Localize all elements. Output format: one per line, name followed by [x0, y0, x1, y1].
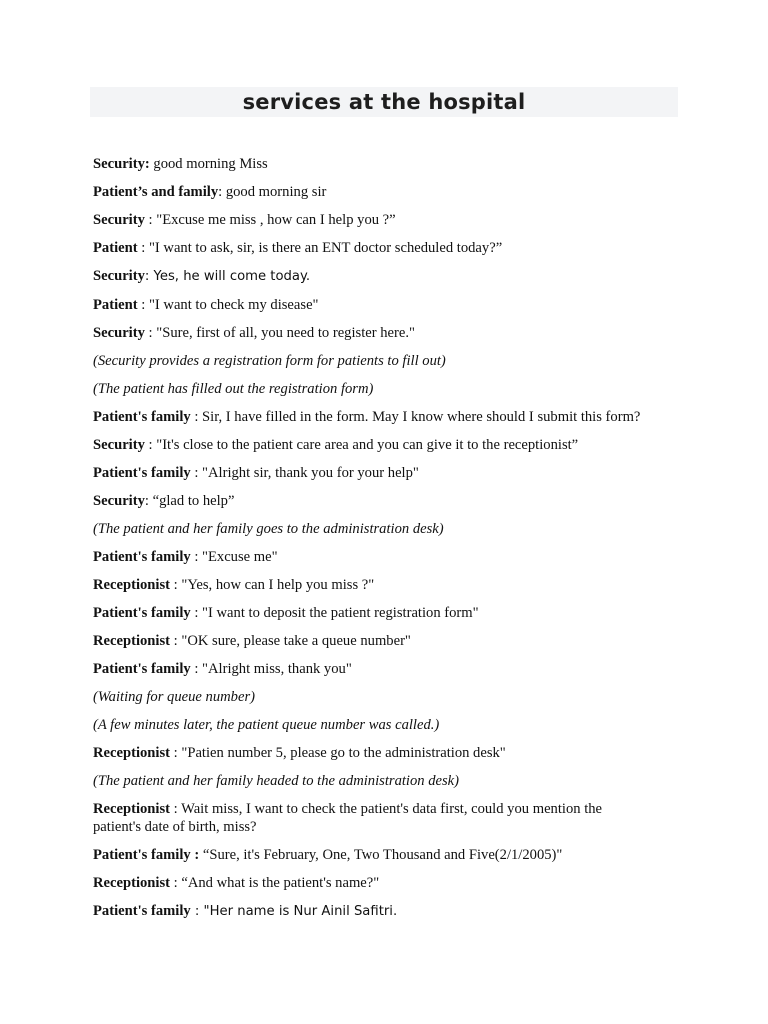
dialogue-line: [93, 464, 693, 482]
dialogue-line: [93, 183, 693, 201]
speaker-name: Receptionist: [93, 875, 171, 891]
speaker-name: Security:: [93, 156, 150, 172]
stage-direction: (The patient and her family headed to the administration desk): [93, 773, 460, 789]
speaker-name: Patient: [93, 297, 138, 313]
speaker-name: Receptionist: [93, 801, 171, 817]
line-text: : "I want to deposit the patient registration form": [190, 605, 479, 621]
speaker-name: Patient's family: [93, 409, 191, 425]
dialogue-line: [93, 744, 693, 762]
speaker-name: Patient's family: [93, 549, 191, 565]
dialogue-line: [93, 492, 693, 510]
speaker-name: Receptionist: [93, 745, 171, 761]
dialogue-line: [93, 324, 693, 342]
speaker-name: Patient's family: [93, 605, 191, 621]
line-text: : "I want to check my disease": [137, 297, 319, 313]
stage-direction: (The patient has filled out the registration form): [93, 381, 374, 397]
dialogue-line: [93, 800, 653, 836]
dialogue-line: [93, 604, 693, 622]
speaker-name: Patient's family: [93, 465, 191, 481]
line-text: : Sir, I have filled in the form. May I know where should I submit this form?: [190, 409, 641, 425]
dialogue-line: [93, 576, 693, 594]
line-text: : "Alright miss, thank you": [190, 661, 352, 677]
line-text: : "Patien number 5, please go to the administration desk": [170, 745, 506, 761]
line-text: : good morning sir: [218, 184, 327, 200]
speaker-name: Security: [93, 268, 145, 284]
stage-direction: (Waiting for queue number): [93, 689, 255, 705]
line-text: good morning Miss: [149, 156, 268, 172]
stage-direction: (Security provides a registration form for patients to fill out): [93, 353, 446, 369]
speaker-name: Patient’s and family: [93, 184, 219, 200]
dialogue-line: [93, 632, 693, 650]
speaker-name: Receptionist: [93, 577, 171, 593]
line-text: : "I want to ask, sir, is there an ENT doctor scheduled today?”: [137, 240, 503, 256]
line-text: : “glad to help”: [144, 493, 235, 509]
dialogue-line: [93, 267, 693, 286]
dialogue: [93, 155, 693, 931]
speaker-name: Security: [93, 493, 145, 509]
line-text: : "Sure, first of all, you need to register here.": [144, 325, 415, 341]
line-text: : "Yes, how can I help you miss ?": [170, 577, 375, 593]
title-bar: [90, 87, 678, 117]
dialogue-line: [93, 902, 693, 921]
document-title: services at the hospital: [242, 90, 526, 114]
dialogue-line: [93, 408, 693, 426]
speaker-name: Patient's family: [93, 661, 191, 677]
speaker-name: Receptionist: [93, 633, 171, 649]
line-text: : Wait miss, I want to check the patient's data first, could you mention the patient's date of birth, miss?: [93, 801, 603, 835]
line-text: : "Her name is Nur Ainil Safitri.: [190, 904, 398, 919]
line-text: : “And what is the patient's name?": [170, 875, 380, 891]
line-text: : Yes, he will come today.: [144, 269, 311, 284]
dialogue-line: [93, 874, 693, 892]
line-text: “Sure, it's February, One, Two Thousand and Five(2/1/2005)": [199, 847, 563, 863]
line-text: : "Alright sir, thank you for your help": [190, 465, 419, 481]
speaker-name: Security: [93, 437, 145, 453]
dialogue-line: [93, 296, 693, 314]
line-text: : "Excuse me miss , how can I help you ?”: [144, 212, 396, 228]
speaker-name: Security: [93, 325, 145, 341]
dialogue-line: [93, 239, 693, 257]
speaker-name: Patient: [93, 240, 138, 256]
dialogue-line: [93, 155, 693, 173]
dialogue-line: [93, 211, 693, 229]
speaker-name: Patient's family :: [93, 847, 200, 863]
line-text: : "OK sure, please take a queue number": [170, 633, 411, 649]
dialogue-line: [93, 548, 693, 566]
stage-direction: (A few minutes later, the patient queue number was called.): [93, 717, 440, 733]
speaker-name: Security: [93, 212, 145, 228]
stage-direction: (The patient and her family goes to the administration desk): [93, 521, 444, 537]
dialogue-line: [93, 436, 693, 454]
dialogue-line: [93, 660, 693, 678]
speaker-name: Patient's family: [93, 903, 191, 919]
dialogue-line: [93, 846, 693, 864]
line-text: : "It's close to the patient care area and you can give it to the receptionist”: [144, 437, 579, 453]
line-text: : "Excuse me": [190, 549, 278, 565]
